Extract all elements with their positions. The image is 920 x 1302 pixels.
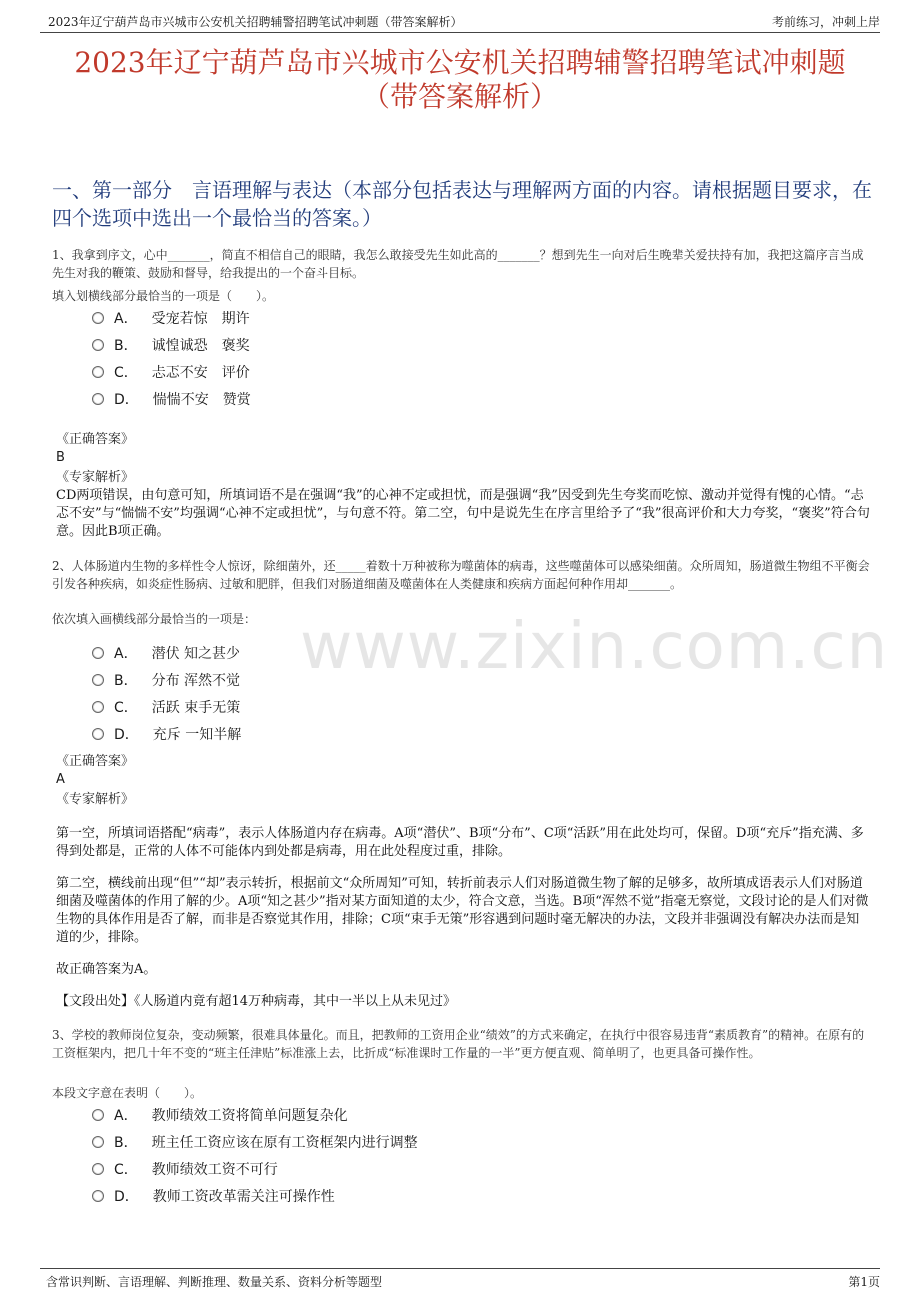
radio-icon[interactable] — [92, 647, 104, 659]
question-2-stem: 2、人体肠道内生物的多样性令人惊讶，除细菌外，还_____着数十万种被称为噬菌体的病毒，这些噬菌体可以感染细菌。众所周知，肠道微生物组不平衡会引发各种疾病，如炎症性肠病、过敏和肥胖，但我们对肠道细菌及噬菌体在人类健康和疾病方面起何种作用却_______。 — [52, 559, 870, 591]
radio-icon[interactable] — [92, 701, 104, 713]
q3-option-b[interactable] — [92, 1131, 418, 1153]
option-letter: D． — [114, 1189, 139, 1205]
radio-icon[interactable] — [92, 366, 104, 378]
q1-option-d[interactable] — [92, 388, 251, 410]
q2-analysis-label: 《专家解析》 — [56, 792, 135, 807]
option-text: 潜伏 知之甚少 — [151, 646, 241, 662]
option-text: 教师绩效工资不可行 — [151, 1162, 278, 1178]
document-title — [40, 46, 880, 114]
option-text: 受宠若惊 期许 — [151, 311, 250, 327]
q3-option-a[interactable] — [92, 1104, 348, 1126]
radio-icon[interactable] — [92, 728, 104, 740]
option-letter: B． — [114, 673, 138, 689]
option-letter: D． — [114, 727, 139, 743]
header-slogan: 考前练习，冲刺上岸 — [771, 15, 880, 29]
radio-icon[interactable] — [92, 393, 104, 405]
title-line-2: （带答案解析） — [361, 80, 558, 113]
option-letter: C． — [114, 1162, 138, 1178]
option-text: 分布 浑然不觉 — [151, 673, 241, 689]
q1-option-c[interactable] — [92, 361, 250, 383]
q3-option-d[interactable] — [92, 1185, 335, 1207]
q2-analysis-p2: 第二空，横线前出现“但”“却”表示转折，根据前文“众所周知”可知，转折前表示人们对肠道微生物了解的足够多，故所填成语表示人们对肠道细菌及噬菌体的作用了解的少。A项“知之甚少”指对某方面知道的太少，符合文意，当选。B项“浑然不觉”指毫无察觉，文段讨论的是人们对微生物的具体作用是否了解，而非是否察觉其作用，排除；C项“束手无策”形容遇到问题时毫无解决的办法，文段并非强调没有解决办法而是知道的少，排除。 — [56, 876, 869, 945]
q1-answer-label: 《正确答案》 — [56, 432, 135, 447]
option-letter: A． — [114, 646, 138, 662]
q3-option-c[interactable] — [92, 1158, 278, 1180]
q2-answer-label: 《正确答案》 — [56, 754, 135, 769]
question-3-stem: 3、学校的教师岗位复杂，变动频繁，很难具体量化。而且，把教师的工资用企业“绩效”的方式来确定，在执行中很容易违背“素质教育”的精神。在原有的工资框架内，把几十年不变的“班主任津贴”标准涨上去，比折成“标准课时工作量的一半”更方便直观、简单明了，也更具备可操作性。 — [52, 1028, 865, 1060]
radio-icon[interactable] — [92, 674, 104, 686]
radio-icon[interactable] — [92, 339, 104, 351]
radio-icon[interactable] — [92, 1109, 104, 1121]
option-letter: A． — [114, 311, 138, 327]
option-text: 教师工资改革需关注可操作性 — [152, 1189, 335, 1205]
radio-icon[interactable] — [92, 1190, 104, 1202]
q2-analysis-p1: 第一空，所填词语搭配“病毒”，表示人体肠道内存在病毒。A项“潜伏”、B项“分布”、C项“活跃”用在此处均可，保留。D项“充斥”指充满、多得到处都是，正常的人体不可能体内到处都是病毒，用在此处程度过重，排除。 — [56, 826, 864, 859]
page-number: 第1页 — [848, 1275, 880, 1289]
option-letter: B． — [114, 338, 138, 354]
option-text: 活跃 束手无策 — [151, 700, 241, 716]
q1-option-a[interactable] — [92, 307, 250, 329]
option-text: 忐忑不安 评价 — [151, 365, 250, 381]
question-2-prompt: 依次填入画横线部分最恰当的一项是： — [52, 612, 257, 626]
title-line-1: 2023年辽宁葫芦岛市兴城市公安机关招聘辅警招聘笔试冲刺题 — [74, 46, 846, 79]
question-3-prompt: 本段文字意在表明（ ）。 — [52, 1086, 203, 1100]
watermark: www.zixin.com.cn — [300, 610, 889, 684]
q2-option-c[interactable] — [92, 696, 240, 718]
footer-note: 含常识判断、言语理解、判断推理、数量关系、资料分析等题型 — [46, 1275, 383, 1289]
q2-option-a[interactable] — [92, 642, 240, 664]
option-text: 诚惶诚恐 褒奖 — [151, 338, 250, 354]
option-text: 班主任工资应该在原有工资框架内进行调整 — [151, 1135, 418, 1151]
q2-answer: A — [56, 772, 65, 787]
page-footer — [40, 1268, 880, 1291]
q1-option-b[interactable] — [92, 334, 250, 356]
q1-analysis: CD两项错误，由句意可知，所填词语不是在强调“我”的心神不定或担忧，而是强调“我”因受到先生夸奖而吃惊、激动并觉得有愧的心情。“忐忑不安”与“惴惴不安”均强调“心神不定或担忧”，与句意不符。第二空，句中是说先生在序言里给予了“我”很高评价和大力夸奖，“褒奖”符合句意。因此B项正确。 — [56, 488, 870, 539]
option-letter: B． — [114, 1135, 138, 1151]
option-text: 教师绩效工资将简单问题复杂化 — [151, 1108, 348, 1124]
q2-option-d[interactable] — [92, 723, 241, 745]
option-letter: D． — [114, 392, 139, 408]
q2-option-b[interactable] — [92, 669, 240, 691]
radio-icon[interactable] — [92, 1136, 104, 1148]
section-heading: 一、第一部分 言语理解与表达（本部分包括表达与理解两方面的内容。请根据题目要求，在四个选项中选出一个最恰当的答案。） — [52, 178, 872, 230]
option-letter: C． — [114, 700, 138, 716]
q2-source: 【文段出处】《人肠道内竟有超14万种病毒，其中一半以上从未见过》 — [56, 994, 457, 1009]
radio-icon[interactable] — [92, 312, 104, 324]
question-1-prompt: 填入划横线部分最恰当的一项是（ ）。 — [52, 289, 275, 303]
q2-conclusion: 故正确答案为A。 — [56, 962, 157, 977]
q1-answer: B — [56, 450, 65, 465]
option-text: 惴惴不安 赞赏 — [152, 392, 251, 408]
option-letter: C． — [114, 365, 138, 381]
q1-analysis-label: 《专家解析》 — [56, 470, 135, 485]
question-1-stem: 1、我拿到序文，心中_______，简直不相信自己的眼睛，我怎么敢接受先生如此高的_______？想到先生一向对后生晚辈关爱扶持有加，我把这篇序言当成先生对我的鞭策、鼓励和督导，给我提出的一个奋斗目标。 — [52, 248, 864, 280]
option-text: 充斥 一知半解 — [152, 727, 242, 743]
page-header — [40, 10, 880, 33]
header-doc-title: 2023年辽宁葫芦岛市兴城市公安机关招聘辅警招聘笔试冲刺题（带答案解析） — [48, 15, 463, 29]
radio-icon[interactable] — [92, 1163, 104, 1175]
option-letter: A． — [114, 1108, 138, 1124]
